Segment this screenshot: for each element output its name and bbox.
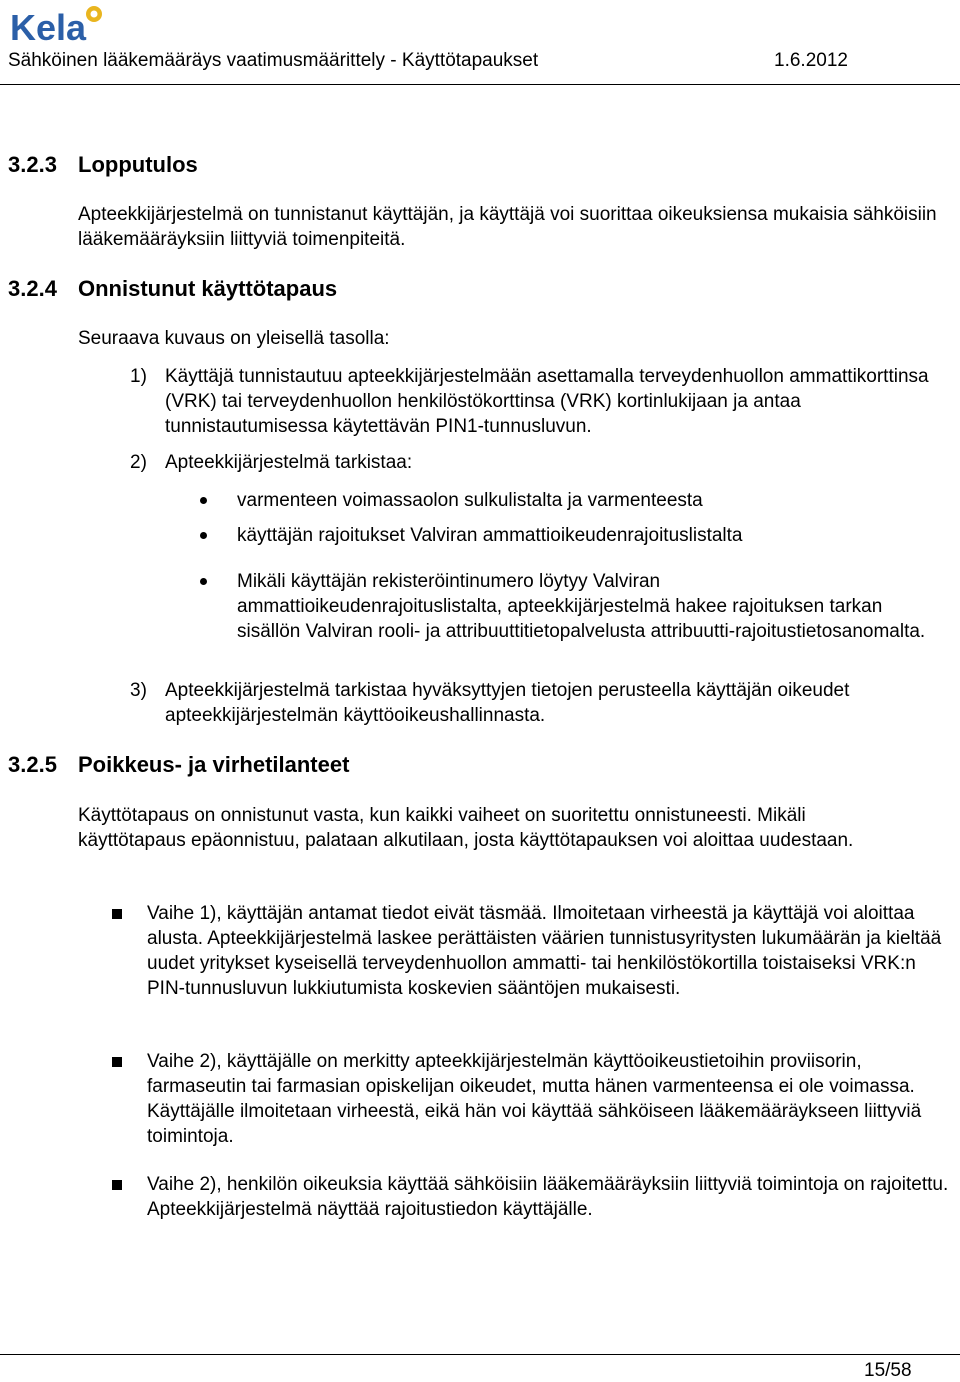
step-number: 1): [130, 366, 147, 387]
square-bullet-icon: [112, 1057, 122, 1067]
exception-item: [112, 1049, 957, 1149]
page-number: 15/58: [864, 1360, 912, 1381]
section-title: Poikkeus- ja virhetilanteet: [78, 752, 350, 777]
check-text: Mikäli käyttäjän rekisteröintinumero löytyy Valviran ammattioikeudenrajoituslistalta, apteekkijärjestelmä hakee rajoituksen tarkan sisällön Valviran rooli- ja attribuuttitietopalvelusta attribuutti-rajoitustietosanomalta.: [237, 571, 926, 642]
section-324-intro: Seuraava kuvaus on yleisellä tasolla:: [78, 328, 390, 349]
kela-logo-graphic: [8, 2, 108, 46]
square-bullet-icon: [112, 1180, 122, 1190]
bullet-icon: [200, 532, 207, 539]
section-325-intro: Käyttötapaus on onnistunut vasta, kun kaikki vaiheet on suoritettu onnistuneesti. Mikäli käyttötapaus epäonnistuu, palataan alkutilaan, josta käyttötapauksen voi aloittaa uudestaan.: [78, 805, 854, 851]
section-number: 3.2.5: [8, 752, 57, 777]
step-text: Apteekkijärjestelmä tarkistaa hyväksyttyjen tietojen perusteella käyttäjän oikeudet apteekkijärjestelmän käyttöoikeushallinnasta.: [165, 680, 850, 726]
header-rule: [0, 84, 960, 85]
section-323-text: Apteekkijärjestelmä on tunnistanut käyttäjän, ja käyttäjä voi suorittaa oikeuksiensa mukaisia sähköisiin lääkemääräyksiin liittyviä toimenpiteitä.: [78, 204, 937, 250]
check-item: [200, 569, 926, 669]
step-item: [130, 678, 950, 728]
kela-logo: [8, 2, 108, 46]
section-number: 3.2.4: [8, 276, 57, 301]
section-heading-324: [8, 276, 337, 302]
exception-item: [112, 901, 957, 1026]
step-text: Käyttäjä tunnistautuu apteekkijärjestelmään asettamalla terveydenhuollon ammattikorttinsa (VRK) tai terveydenhuollon henkilöstökorttinsa (VRK) kortinlukijaan ja antaa tunnistautumisessa käytettävän PIN1-tunnusluvun.: [165, 366, 929, 437]
section-heading-323: [8, 152, 198, 178]
step-number: 2): [130, 452, 147, 473]
step-item: [130, 364, 950, 439]
check-item: [200, 488, 920, 513]
check-text: käyttäjän rajoitukset Valviran ammattioikeudenrajoituslistalta: [237, 525, 743, 546]
check-item: [200, 523, 920, 548]
exception-item: [112, 1172, 957, 1222]
square-bullet-icon: [112, 909, 122, 919]
step-text: Apteekkijärjestelmä tarkistaa:: [165, 452, 413, 473]
section-title: Onnistunut käyttötapaus: [78, 276, 338, 301]
section-heading-325: [8, 752, 349, 778]
footer-rule: [0, 1354, 960, 1355]
logo-wordmark: Kela: [10, 7, 87, 46]
document-date: 1.6.2012: [774, 50, 848, 71]
check-text: varmenteen voimassaolon sulkulistalta ja varmenteesta: [237, 490, 703, 511]
bullet-icon: [200, 497, 207, 504]
document-title: Sähköinen lääkemääräys vaatimusmäärittely - Käyttötapaukset: [8, 50, 539, 71]
exception-text: Vaihe 1), käyttäjän antamat tiedot eivät täsmää. Ilmoitetaan virheestä ja käyttäjä voi aloittaa alusta. Apteekkijärjestelmä laskee perättäisten väärien tunnistusyritysten lukumäärän ja kieltää uudet yritykset kyseisellä terveydenhuollon ammatti- tai henkilöstökortilla toistaiseksi VRK:n PIN-tunnusluvun lukkiutumista koskevien sääntöjen mukaisesti.: [147, 903, 942, 999]
section-title: Lopputulos: [78, 152, 198, 177]
step-item: [130, 450, 950, 475]
exception-text: Vaihe 2), henkilön oikeuksia käyttää sähköisiin lääkemääräyksiin liittyviä toimintoja on rajoitettu. Apteekkijärjestelmä näyttää rajoitustiedon käyttäjälle.: [147, 1174, 949, 1220]
step-number: 3): [130, 680, 147, 701]
exception-text: Vaihe 2), käyttäjälle on merkitty apteekkijärjestelmän käyttöoikeustietoihin proviisorin, farmaseutin tai farmasian opiskelijan oikeudet, mutta hänen varmenteensa ei ole voimassa. Käyttäjälle ilmoitetaan virheestä, eikä hän voi käyttää sähköiseen lääkemääräykseen liittyviä toimintoja.: [147, 1051, 922, 1147]
bullet-icon: [200, 578, 207, 585]
section-number: 3.2.3: [8, 152, 57, 177]
